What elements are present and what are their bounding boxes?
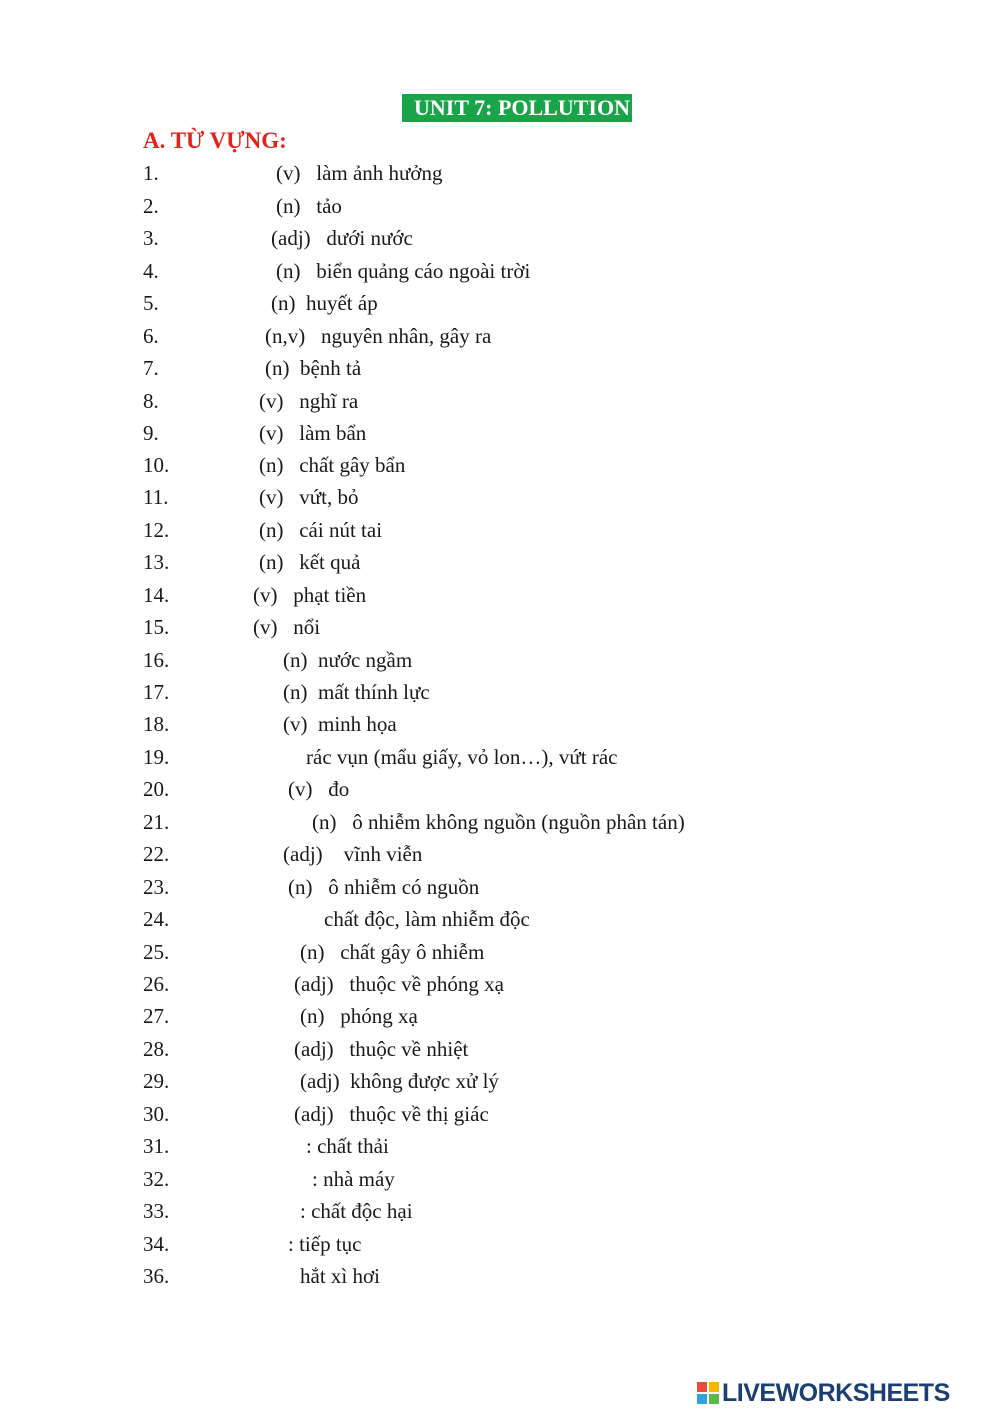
item-definition: (n) ô nhiễm không nguồn (nguồn phân tán) — [312, 810, 685, 834]
item-number: 29. — [143, 1069, 170, 1093]
item-definition: (n) nước ngầm — [283, 648, 413, 672]
item-number: 9. — [143, 421, 159, 445]
item-definition: (v) làm bẩn — [259, 421, 367, 445]
item-number: 24. — [143, 907, 170, 931]
item-number: 31. — [143, 1134, 170, 1158]
item-definition: (n) bệnh tả — [265, 356, 362, 380]
item-number: 1. — [143, 161, 159, 185]
item-definition: (adj) dưới nước — [271, 226, 413, 250]
item-definition: (v) minh họa — [283, 712, 397, 736]
item-definition: (n) cái nút tai — [259, 518, 383, 542]
item-number: 26. — [143, 972, 170, 996]
logo-mark-icon — [697, 1382, 719, 1404]
item-number: 32. — [143, 1167, 170, 1191]
item-number: 16. — [143, 648, 170, 672]
item-definition: rác vụn (mẩu giấy, vỏ lon…), vứt rác — [306, 745, 618, 769]
item-number: 28. — [143, 1037, 170, 1061]
item-definition: (v) nghĩ ra — [259, 389, 359, 413]
item-number: 30. — [143, 1102, 170, 1126]
item-definition: (n) chất gây ô nhiễm — [300, 940, 485, 964]
item-definition: (adj) thuộc về phóng xạ — [294, 972, 504, 996]
item-definition: (n) biển quảng cáo ngoài trời — [276, 259, 531, 283]
item-definition: (v) phạt tiền — [253, 583, 367, 607]
item-number: 8. — [143, 389, 159, 413]
item-definition: hắt xì hơi — [300, 1264, 380, 1288]
item-number: 21. — [143, 810, 170, 834]
item-number: 27. — [143, 1004, 170, 1028]
item-definition: (n,v) nguyên nhân, gây ra — [265, 324, 492, 348]
item-number: 10. — [143, 453, 170, 477]
section-heading: A. TỪ VỰNG: — [143, 128, 287, 153]
item-definition: (n) phóng xạ — [300, 1004, 418, 1028]
item-number: 5. — [143, 291, 159, 315]
item-number: 25. — [143, 940, 170, 964]
item-definition: (adj) thuộc về nhiệt — [294, 1037, 469, 1061]
item-definition: (n) tảo — [276, 194, 342, 218]
item-number: 36. — [143, 1264, 170, 1288]
item-definition: : chất độc hại — [300, 1199, 413, 1223]
item-number: 20. — [143, 777, 170, 801]
item-definition: (v) nổi — [253, 615, 321, 639]
item-number: 2. — [143, 194, 159, 218]
item-number: 6. — [143, 324, 159, 348]
item-definition: (v) làm ảnh hưởng — [276, 161, 443, 185]
item-number: 34. — [143, 1232, 170, 1256]
item-number: 12. — [143, 518, 170, 542]
item-definition: (n) ô nhiễm có nguồn — [288, 875, 480, 899]
item-definition: : tiếp tục — [288, 1232, 362, 1256]
item-definition: (n) huyết áp — [271, 291, 378, 315]
liveworksheets-logo[interactable] — [697, 1376, 950, 1410]
item-number: 4. — [143, 259, 159, 283]
item-number: 13. — [143, 550, 170, 574]
item-definition: (v) vứt, bỏ — [259, 485, 359, 509]
item-definition: (v) đo — [288, 777, 350, 801]
item-definition: (n) mất thính lực — [283, 680, 430, 704]
item-number: 19. — [143, 745, 170, 769]
item-number: 18. — [143, 712, 170, 736]
item-definition: : nhà máy — [312, 1167, 395, 1191]
item-number: 22. — [143, 842, 170, 866]
item-definition: : chất thải — [306, 1134, 389, 1158]
item-number: 17. — [143, 680, 170, 704]
item-number: 3. — [143, 226, 159, 250]
item-number: 23. — [143, 875, 170, 899]
item-definition: (n) chất gây bẩn — [259, 453, 406, 477]
item-number: 14. — [143, 583, 170, 607]
item-definition: (adj) thuộc về thị giác — [294, 1102, 489, 1126]
item-number: 15. — [143, 615, 170, 639]
item-definition: (adj) vĩnh viễn — [283, 842, 423, 866]
logo-text: LIVEWORKSHEETS — [722, 1378, 950, 1407]
page-title: UNIT 7: POLLUTION — [402, 94, 632, 122]
item-number: 11. — [143, 485, 169, 509]
item-definition: chất độc, làm nhiễm độc — [324, 907, 530, 931]
item-number: 7. — [143, 356, 159, 380]
item-definition: (n) kết quả — [259, 550, 361, 574]
item-definition: (adj) không được xử lý — [300, 1069, 499, 1093]
item-number: 33. — [143, 1199, 170, 1223]
